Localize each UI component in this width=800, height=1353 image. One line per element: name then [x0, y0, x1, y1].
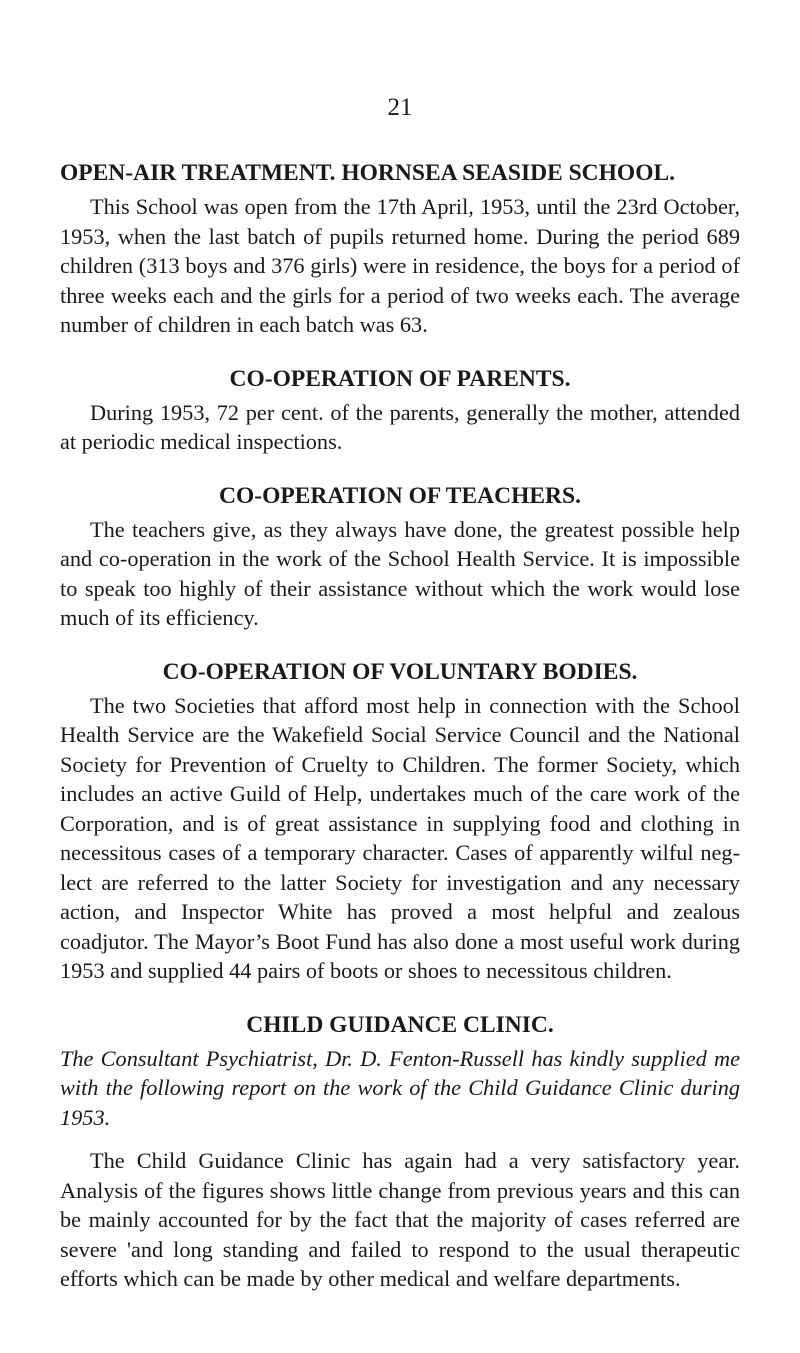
- section-cooperation-parents: [60, 364, 740, 457]
- section-heading-voluntary: CO-OPERATION OF VOLUNTARY BODIES.: [162, 658, 638, 685]
- section-child-guidance-clinic: [60, 1010, 740, 1294]
- section-cooperation-voluntary-bodies: [60, 657, 740, 986]
- paragraph-child-guidance-report: The Child Guidance Clinic has again had a very satisfactory year. Analysis of the figures shows little change from previous years and this can be mainly accounted for by the fact that the majority of cases referred are severe 'and long standing and failed to respond to the usual therapeutic efforts which can be made by other medical and welfare departments.: [60, 1148, 740, 1291]
- paragraph-teachers: The teachers give, as they always have done, the greatest possible help and co-operation in the work of the School Health Service. It is impossible to speak too highly of their assistance without which the work would lose much of its efficiency.: [60, 516, 740, 630]
- section-heading-child-guidance: CHILD GUIDANCE CLINIC.: [246, 1011, 554, 1038]
- section-cooperation-teachers: [60, 481, 740, 633]
- page-content: [60, 158, 740, 1294]
- section-heading-open-air: OPEN-AIR TREATMENT. HORNSEA SEASIDE SCHOOL.: [60, 160, 676, 186]
- section-open-air-treatment: [60, 158, 740, 340]
- page-number: 21: [387, 94, 413, 121]
- paragraph-child-guidance-intro: The Consultant Psychiatrist, Dr. D. Fenton-Russell has kindly supplied me with the following report on the work of the Child Guidance Clinic during 1953.: [60, 1045, 740, 1130]
- section-heading-teachers: CO-OPERATION OF TEACHERS.: [219, 482, 581, 509]
- section-heading-parents: CO-OPERATION OF PARENTS.: [229, 365, 571, 392]
- paragraph-open-air: This School was open from the 17th April, 1953, until the 23rd October, 1953, when the last batch of pupils returned home. During the period 689 children (313 boys and 376 girls) were in residence, the boys for a period of three weeks each and the girls for a period of two weeks each. The average number of children in each batch was 63.: [60, 194, 740, 337]
- paragraph-parents: During 1953, 72 per cent. of the parents, generally the mother, attended at periodic medical inspections.: [60, 399, 740, 454]
- paragraph-voluntary: The two Societies that afford most help in connection with the School Health Service are the Wakefield Social Service Council and the National Society for Prevention of Cruelty to Children. The former Society, which includes an active Guild of Help, undertakes much of the care work of the Corporation, and is of great assistance in supplying food and clothing in necessitous cases of a temporary character. Cases of apparently wilful neg- lect are referred to the latter Society for investigation and any necessary action, and Inspector White has proved a most helpful and zealous coadjutor. The Mayor’s Boot Fund has also done a most useful work during 1953 and supplied 44 pairs of boots or shoes to necessitous children.: [60, 692, 740, 983]
